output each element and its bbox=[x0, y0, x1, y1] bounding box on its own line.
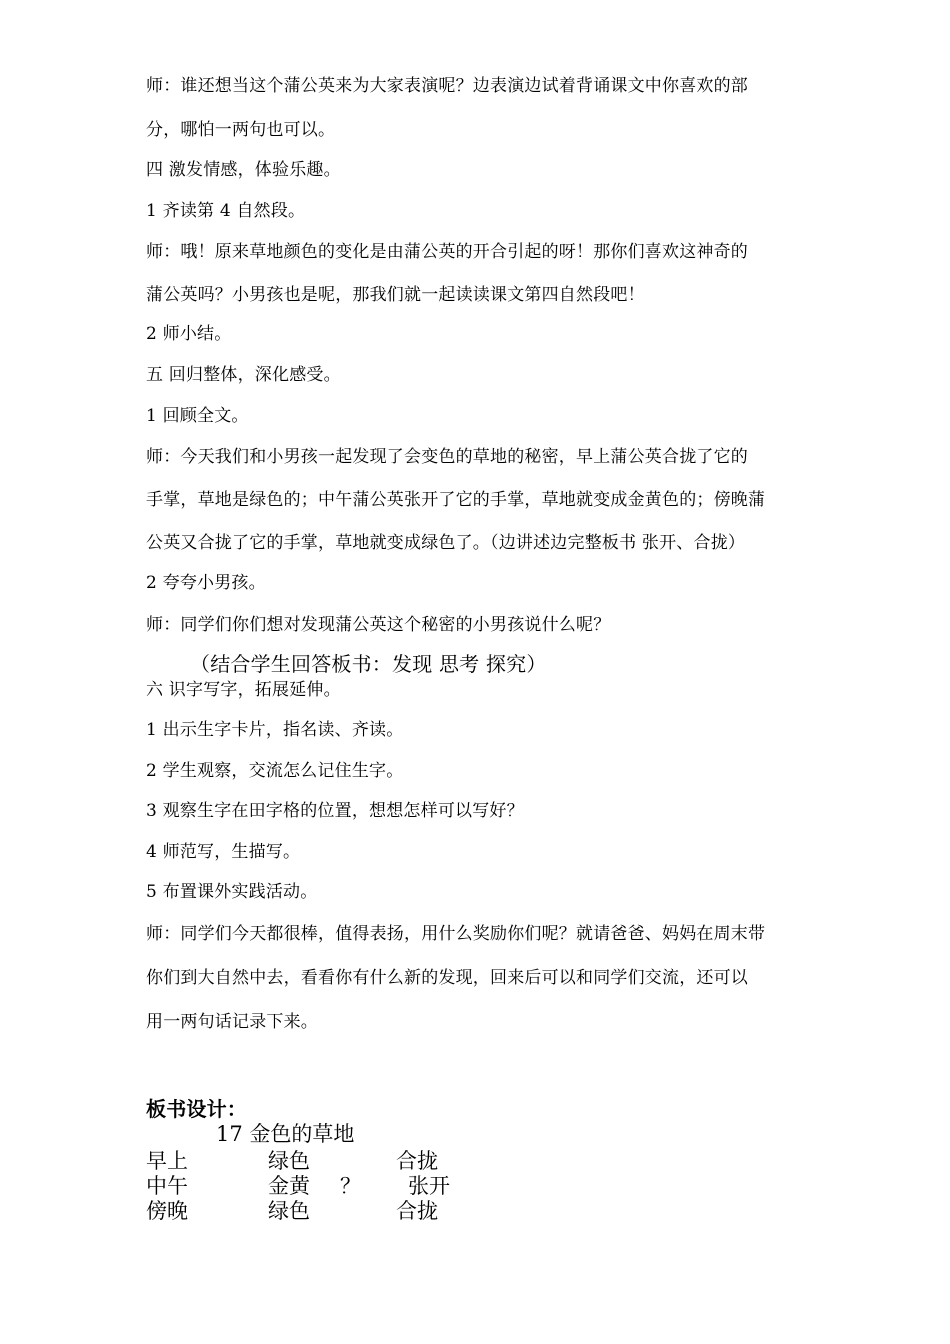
paragraph-line: 4 师范写，生描写。 bbox=[146, 842, 301, 862]
board-design-heading: 板书设计： bbox=[146, 1097, 247, 1121]
section-heading: 五 回归整体，深化感受。 bbox=[146, 365, 341, 385]
board-color-evening: 绿色 bbox=[268, 1199, 310, 1223]
paragraph-line: 5 布置课外实践活动。 bbox=[146, 882, 318, 902]
section-heading: 六 识字写字，拓展延伸。 bbox=[146, 680, 341, 700]
board-color-morning: 绿色 bbox=[268, 1149, 310, 1173]
paragraph-line: 师：谁还想当这个蒲公英来为大家表演呢？边表演边试着背诵课文中你喜欢的部 bbox=[146, 76, 748, 96]
board-state-morning: 合拢 bbox=[396, 1149, 438, 1173]
section-heading: 四 激发情感，体验乐趣。 bbox=[146, 160, 341, 180]
paragraph-line: 手掌，草地是绿色的；中午蒲公英张开了它的手掌，草地就变成金黄色的；傍晚蒲 bbox=[146, 490, 766, 510]
board-color-noon: 金黄 bbox=[268, 1174, 310, 1198]
board-time-noon: 中午 bbox=[146, 1174, 188, 1198]
paragraph-line: 2 夸夸小男孩。 bbox=[146, 573, 266, 593]
paragraph-line: 1 回顾全文。 bbox=[146, 406, 249, 426]
paragraph-line: 师：同学们今天都很棒，值得表扬，用什么奖励你们呢？就请爸爸、妈妈在周末带 bbox=[146, 924, 766, 944]
paragraph-line: 你们到大自然中去，看看你有什么新的发现，回来后可以和同学们交流，还可以 bbox=[146, 968, 748, 988]
paragraph-line: 师：哦！原来草地颜色的变化是由蒲公英的开合引起的呀！那你们喜欢这神奇的 bbox=[146, 242, 748, 262]
paragraph-line: 蒲公英吗？小男孩也是呢，那我们就一起读读课文第四自然段吧！ bbox=[146, 285, 645, 305]
paragraph-line: 师：同学们你们想对发现蒲公英这个秘密的小男孩说什么呢？ bbox=[146, 615, 611, 635]
paragraph-line: 2 学生观察，交流怎么记住生字。 bbox=[146, 761, 404, 781]
paragraph-line: 师：今天我们和小男孩一起发现了会变色的草地的秘密，早上蒲公英合拢了它的 bbox=[146, 447, 748, 467]
board-time-evening: 傍晚 bbox=[146, 1199, 188, 1223]
board-state-evening: 合拢 bbox=[396, 1199, 438, 1223]
board-title: 17 金色的草地 bbox=[216, 1122, 355, 1146]
paragraph-line: 1 出示生字卡片，指名读、齐读。 bbox=[146, 720, 404, 740]
paragraph-line: 公英又合拢了它的手掌，草地就变成绿色了。（边讲述边完整板书 张开、合拢） bbox=[146, 533, 746, 553]
paragraph-line: 3 观察生字在田字格的位置，想想怎样可以写好？ bbox=[146, 801, 524, 821]
board-question-mark: ？ bbox=[340, 1174, 361, 1198]
paragraph-line: 用一两句话记录下来。 bbox=[146, 1012, 318, 1032]
paragraph-line: 分，哪怕一两句也可以。 bbox=[146, 120, 336, 140]
paragraph-line: 1 齐读第 4 自然段。 bbox=[146, 201, 306, 221]
board-time-morning: 早上 bbox=[146, 1149, 188, 1173]
board-note: （结合学生回答板书：发现 思考 探究） bbox=[190, 652, 547, 676]
board-state-noon: 张开 bbox=[408, 1174, 450, 1198]
paragraph-line: 2 师小结。 bbox=[146, 324, 232, 344]
